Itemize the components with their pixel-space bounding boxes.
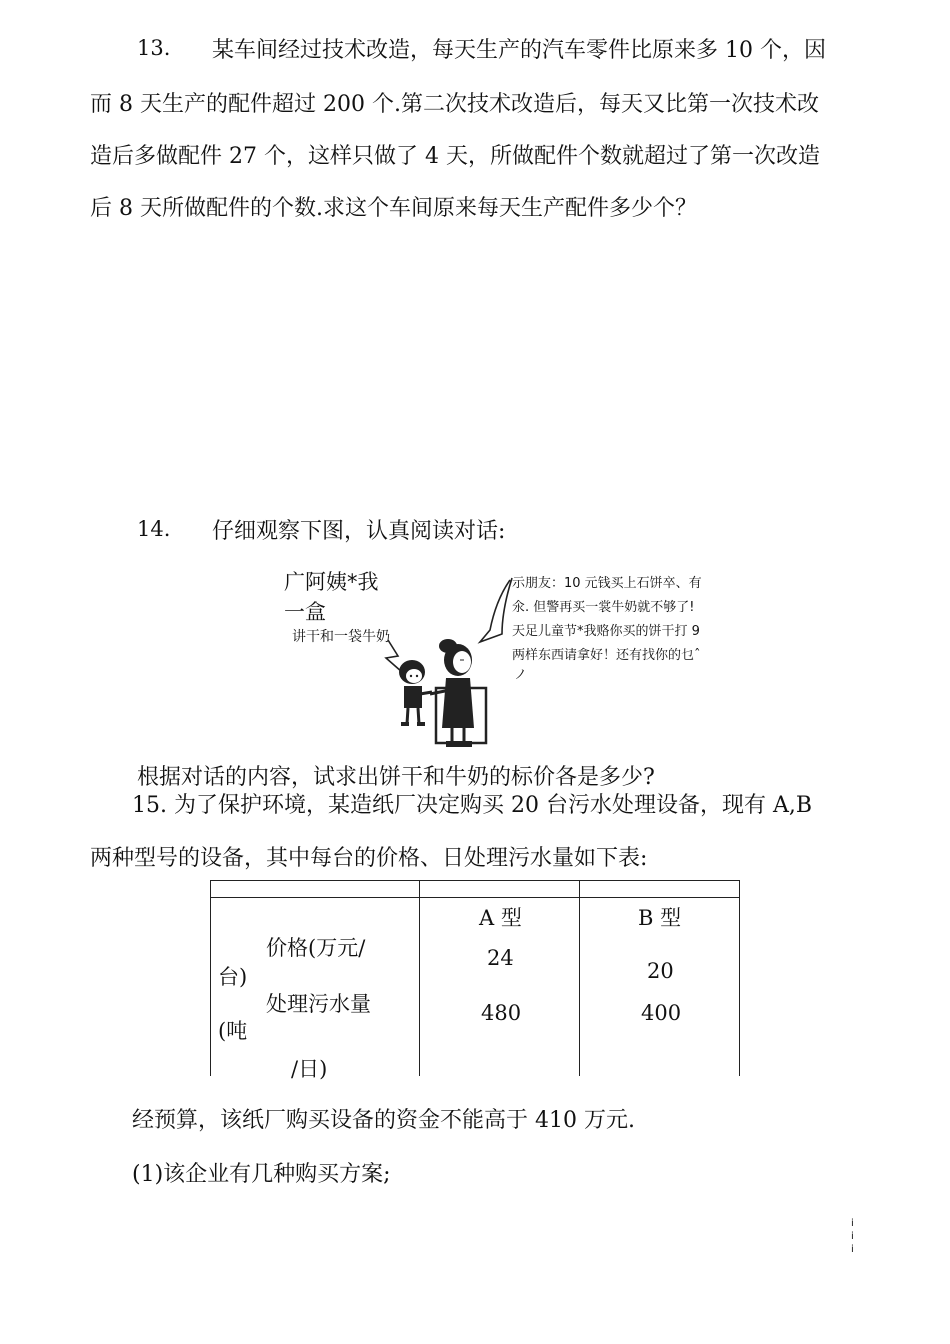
row-price-label-2: 台) bbox=[218, 965, 248, 989]
child-bubble-line-1: 广阿姨*我 bbox=[284, 570, 379, 594]
row-volume-label-1: 处理污水量 bbox=[266, 992, 371, 1016]
q13-line-4: 后 8 天所做配件的个数.求这个车间原来每天生产配件多少个？ bbox=[90, 196, 697, 221]
row-volume-label-3: /日) bbox=[291, 1057, 328, 1081]
table-right-border bbox=[739, 880, 740, 1076]
a-volume-cell: 480 bbox=[481, 1001, 522, 1025]
q15-line-1: 15. 为了保护环境，某造纸厂决定购买 20 台污水处理设备，现有 A,B bbox=[132, 793, 813, 818]
clerk-bubble-line-2: 氽. 但警再买一裳牛奶就不够了! bbox=[512, 600, 695, 615]
table-col-divider-1 bbox=[419, 880, 420, 1076]
table-left-border bbox=[210, 880, 211, 1076]
q13-line-1: 某车间经过技术改造，每天生产的汽车零件比原来多 10 个，因 bbox=[212, 38, 826, 63]
cartoon-figures bbox=[270, 560, 740, 755]
header-type-b: B 型 bbox=[638, 906, 682, 930]
margin-mark-3: i bbox=[851, 1244, 854, 1255]
margin-mark-2: i bbox=[851, 1231, 854, 1242]
clerk-bubble-line-1: 示朋友：10 元钱买上石饼卒、有 bbox=[512, 576, 702, 591]
q15-part-1: (1)该企业有几种购买方案; bbox=[132, 1162, 391, 1187]
child-figure bbox=[399, 660, 432, 726]
table-header-border bbox=[210, 897, 740, 898]
q13-line-3: 造后多做配件 27 个，这样只做了 4 天，所做配件个数就超过了第一次改造 bbox=[90, 144, 820, 169]
dialogue-illustration bbox=[270, 560, 740, 755]
child-bubble-line-3: 讲干和一袋牛奶 bbox=[292, 629, 390, 645]
clerk-bubble-line-4: 两样东西请拿好！还有找你的乜ˆ bbox=[512, 648, 701, 663]
q14-number: 14. bbox=[137, 517, 171, 541]
clerk-bubble-line-3: 天足儿童节*我赂你买的饼干打 9 bbox=[512, 624, 700, 639]
q14-question: 根据对话的内容，试求出饼干和牛奶的标价各是多少? bbox=[137, 765, 655, 790]
q14-intro: 仔细观察下图，认真阅读对话: bbox=[212, 519, 506, 544]
q15-budget: 经预算，该纸厂购买设备的资金不能高于 410 万元. bbox=[132, 1108, 635, 1133]
clerk-figure bbox=[430, 639, 486, 747]
q13-line-2: 而 8 天生产的配件超过 200 个.第二次技术改造后，每天又比第一次技术改 bbox=[90, 92, 819, 117]
q13-number: 13. bbox=[137, 36, 171, 60]
a-price-cell: 24 bbox=[487, 946, 514, 970]
row-price-label-1: 价格(万元/ bbox=[266, 936, 366, 960]
b-price-cell: 20 bbox=[647, 959, 674, 983]
header-type-a: A 型 bbox=[479, 906, 522, 930]
margin-mark bbox=[851, 1217, 854, 1256]
clerk-bubble-line-5: ノ bbox=[514, 668, 528, 683]
margin-mark-1: i bbox=[851, 1218, 854, 1229]
table-col-divider-2 bbox=[579, 880, 580, 1076]
b-volume-cell: 400 bbox=[641, 1001, 682, 1025]
child-bubble-line-2: 一盒 bbox=[284, 600, 326, 624]
q15-line-2: 两种型号的设备，其中每台的价格、日处理污水量如下表: bbox=[90, 846, 648, 871]
row-volume-label-2: (吨 bbox=[218, 1019, 248, 1043]
table-top-border bbox=[210, 880, 740, 881]
